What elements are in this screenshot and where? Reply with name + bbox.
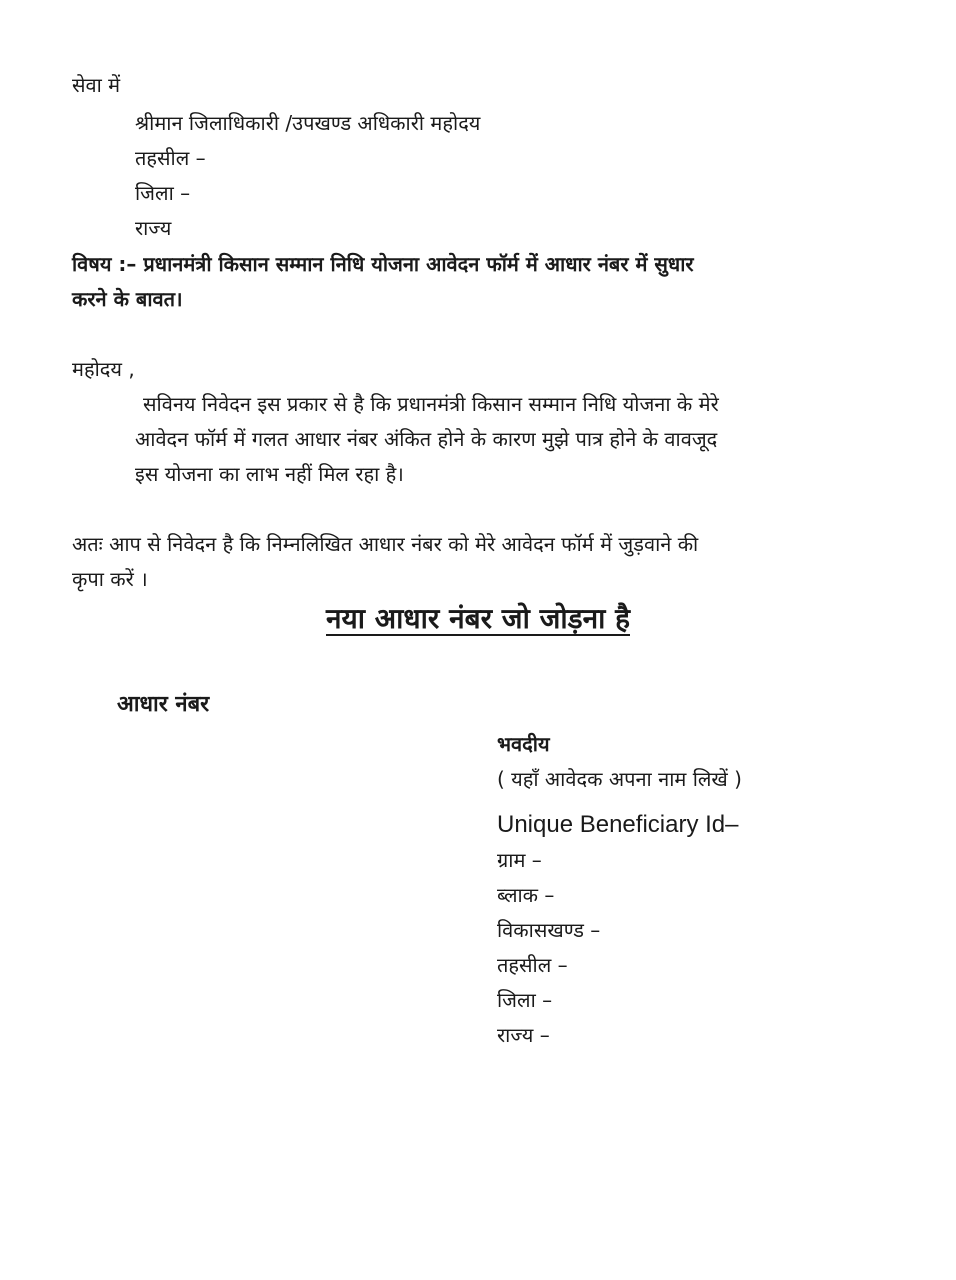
- subject-line-1: विषय :– प्रधानमंत्री किसान सम्मान निधि योजना आवेदन फॉर्म में आधार नंबर में सुधार: [72, 252, 694, 276]
- recipient-tehsil: तहसील –: [135, 146, 206, 170]
- block-field: ब्लाक –: [497, 883, 555, 907]
- recipient-district: जिला –: [135, 181, 191, 205]
- body-line-2: आवेदन फॉर्म में गलत आधार नंबर अंकित होने के कारण मुझे पात्र होने के वावजूद: [135, 427, 718, 451]
- unique-beneficiary-id: Unique Beneficiary Id–: [497, 811, 739, 838]
- village-field: ग्राम –: [497, 848, 542, 872]
- district-field: जिला –: [497, 988, 553, 1012]
- development-block-field: विकासखण्ड –: [497, 918, 601, 942]
- applicant-name-hint: ( यहाँ आवेदक अपना नाम लिखें ): [497, 767, 742, 791]
- closing: भवदीय: [497, 732, 550, 756]
- body-line-1: सविनय निवेदन इस प्रकार से है कि प्रधानमंत्री किसान सम्मान निधि योजना के मेरे: [143, 392, 719, 416]
- greeting: महोदय ,: [72, 357, 135, 381]
- state-field: राज्य –: [497, 1023, 550, 1047]
- salutation: सेवा में: [72, 73, 121, 97]
- request-line-1: अतः आप से निवेदन है कि निम्नलिखित आधार नंबर को मेरे आवेदन फॉर्म में जुड़वाने की: [72, 532, 699, 556]
- body-line-3: इस योजना का लाभ नहीं मिल रहा है।: [135, 462, 404, 486]
- tehsil-field: तहसील –: [497, 953, 568, 977]
- subject-line-2: करने के बावत।: [72, 287, 183, 311]
- recipient-officer: श्रीमान जिलाधिकारी /उपखण्ड अधिकारी महोदय: [135, 111, 481, 135]
- aadhaar-number-label: आधार नंबर: [117, 692, 210, 717]
- new-aadhaar-heading: नया आधार नंबर जो जोड़ना है: [326, 602, 630, 635]
- recipient-state: राज्य: [135, 216, 172, 240]
- request-line-2: कृपा करें ।: [72, 567, 148, 591]
